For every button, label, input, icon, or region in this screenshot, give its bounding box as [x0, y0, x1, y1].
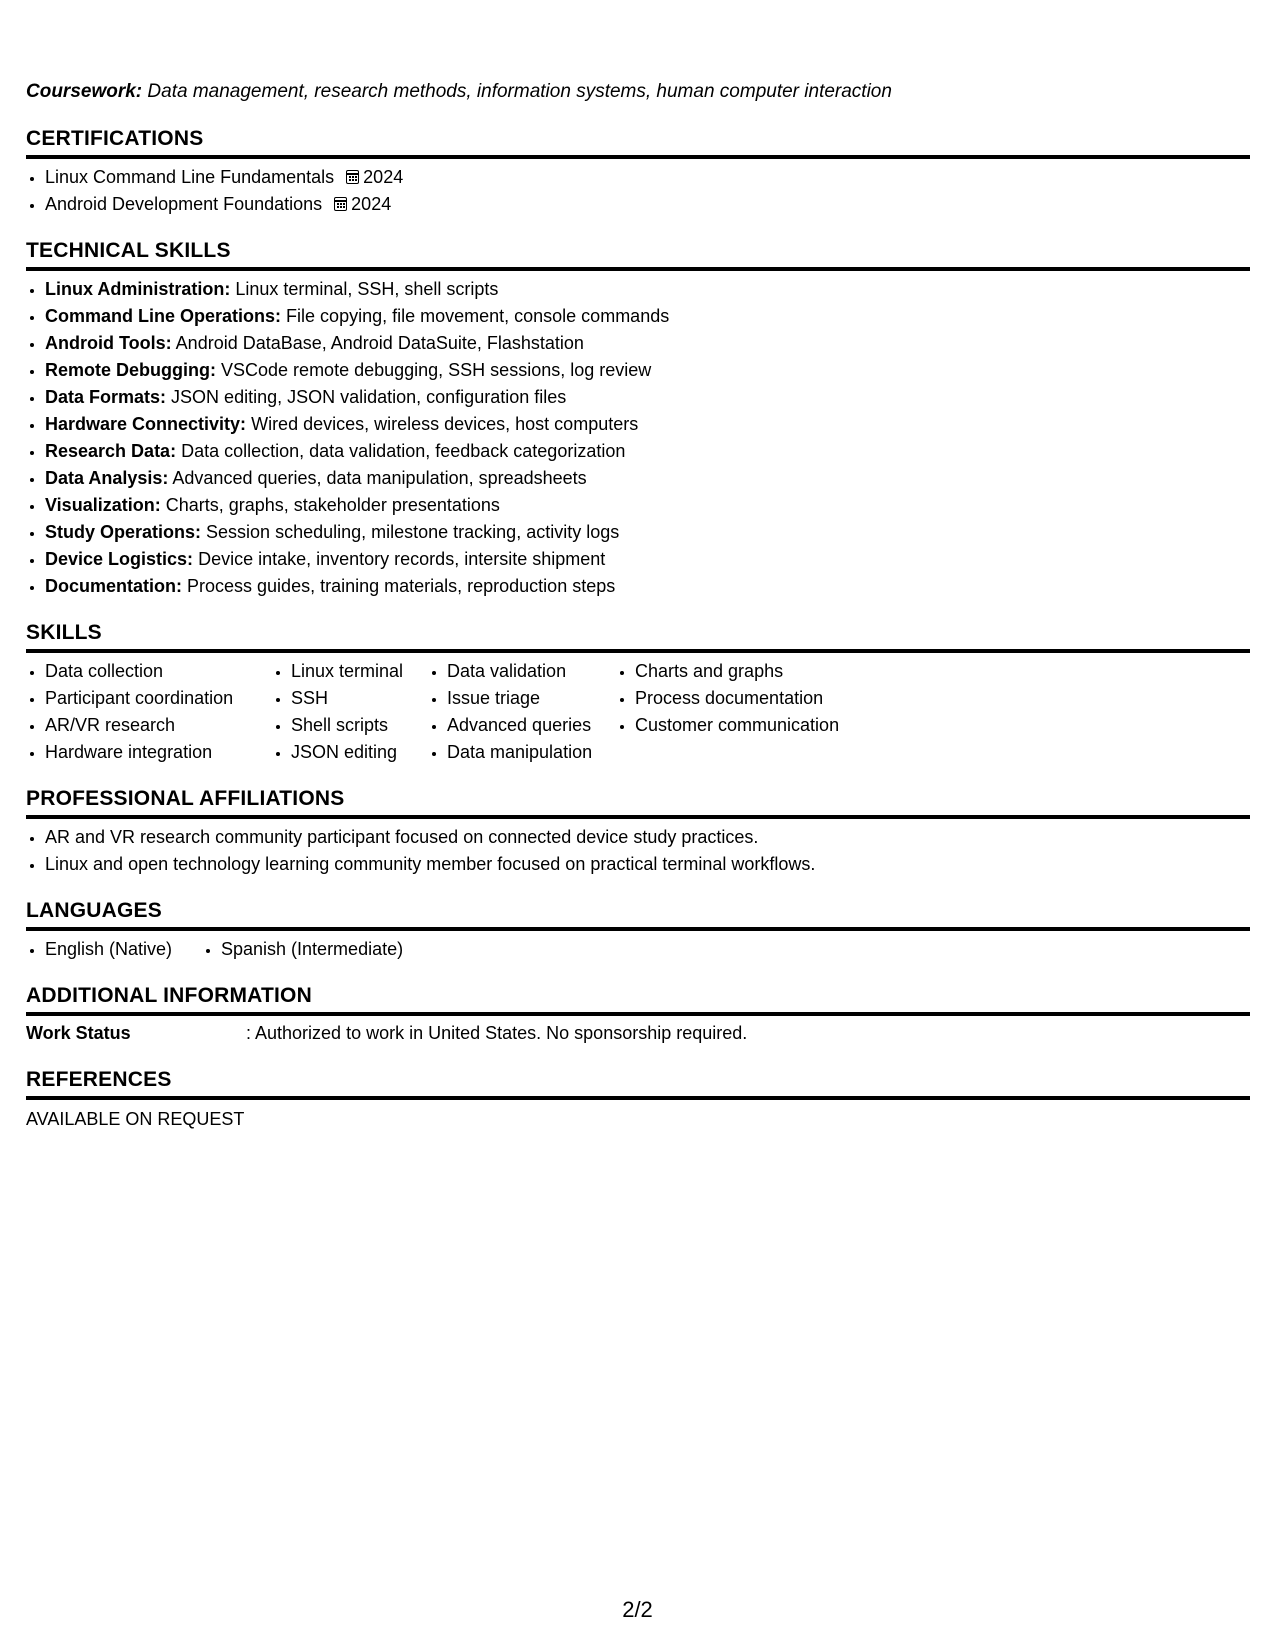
skill-text: Data collection, data validation, feedback categorization — [181, 441, 626, 461]
languages-list — [26, 936, 1250, 963]
certification-item — [45, 164, 1250, 191]
skill-item: • Data validation — [447, 658, 616, 685]
technical-skills-heading: TECHNICAL SKILLS — [26, 238, 1250, 271]
references-section — [26, 1067, 1250, 1133]
certifications-section — [26, 126, 1250, 218]
skill-item: • Issue triage — [447, 685, 616, 712]
affiliations-heading: PROFESSIONAL AFFILIATIONS — [26, 786, 1250, 819]
work-status-label: Work Status — [26, 1023, 131, 1043]
coursework-line — [26, 78, 1250, 106]
skill-item: • Linux terminal — [291, 658, 428, 685]
skill-item: • Hardware integration — [45, 739, 272, 766]
skill-text: Process guides, training materials, reproduction steps — [187, 576, 616, 596]
skills-column — [26, 658, 272, 766]
technical-skill-item — [45, 384, 1250, 411]
skills-columns — [26, 658, 1250, 766]
skill-text: Android DataBase, Android DataSuite, Flashstation — [175, 333, 584, 353]
certification-year: 2024 — [363, 167, 404, 187]
certification-name: Linux Command Line Fundamentals — [45, 167, 335, 187]
skill-item: • AR/VR research — [45, 712, 272, 739]
coursework-text: Data management, research methods, information systems, human computer interaction — [147, 81, 892, 102]
technical-skill-item — [45, 411, 1250, 438]
certification-year: 2024 — [351, 194, 392, 214]
page-number: 2/2 — [622, 1597, 653, 1622]
references-text: AVAILABLE ON REQUEST — [26, 1109, 245, 1129]
skill-label: Remote Debugging: — [45, 360, 216, 380]
additional-info-section — [26, 983, 1250, 1047]
skill-label: Data Analysis: — [45, 468, 169, 488]
skill-item: • SSH — [291, 685, 428, 712]
additional-info-heading: ADDITIONAL INFORMATION — [26, 983, 1250, 1016]
skills-heading: SKILLS — [26, 620, 1250, 653]
skill-label: Study Operations: — [45, 522, 202, 542]
skills-column — [272, 658, 428, 766]
resume-page — [26, 78, 1250, 1153]
affiliation-item: • Linux and open technology learning community member focused on practical terminal workflows. — [45, 851, 1250, 878]
skill-text: JSON editing, JSON validation, configuration files — [171, 387, 567, 407]
languages-heading: LANGUAGES — [26, 898, 1250, 931]
skill-text: VSCode remote debugging, SSH sessions, log review — [221, 360, 652, 380]
certifications-heading: CERTIFICATIONS — [26, 126, 1250, 159]
technical-skill-item — [45, 303, 1250, 330]
language-item: • Spanish (Intermediate) — [221, 936, 403, 963]
skill-label: Device Logistics: — [45, 549, 194, 569]
skill-item: • JSON editing — [291, 739, 428, 766]
skill-text: Charts, graphs, stakeholder presentations — [165, 495, 500, 515]
technical-skill-item — [45, 546, 1250, 573]
technical-skill-item — [45, 276, 1250, 303]
skill-label: Data Formats: — [45, 387, 167, 407]
affiliations-section — [26, 786, 1250, 878]
skill-text: Linux terminal, SSH, shell scripts — [235, 279, 499, 299]
technical-skill-item — [45, 573, 1250, 600]
skill-label: Command Line Operations: — [45, 306, 282, 326]
skill-item: • Participant coordination — [45, 685, 272, 712]
skills-section — [26, 620, 1250, 766]
technical-skill-item — [45, 357, 1250, 384]
skill-item: • Data collection — [45, 658, 272, 685]
work-status-value: : Authorized to work in United States. No sponsorship required. — [246, 1023, 748, 1043]
calendar-icon — [334, 197, 347, 211]
skill-label: Hardware Connectivity: — [45, 414, 247, 434]
references-heading: REFERENCES — [26, 1067, 1250, 1100]
technical-skill-item — [45, 438, 1250, 465]
technical-skill-item — [45, 492, 1250, 519]
coursework-label: Coursework: — [26, 81, 143, 102]
skill-label: Android Tools: — [45, 333, 172, 353]
language-item: • English (Native) — [45, 936, 202, 963]
technical-skill-item — [45, 519, 1250, 546]
skills-column — [428, 658, 616, 766]
skill-item: • Data manipulation — [447, 739, 616, 766]
skill-label: Documentation: — [45, 576, 182, 596]
skill-item: • Shell scripts — [291, 712, 428, 739]
languages-section — [26, 898, 1250, 963]
skill-text: Advanced queries, data manipulation, spreadsheets — [172, 468, 587, 488]
skill-item: • Process documentation — [635, 685, 839, 712]
skill-item: • Customer communication — [635, 712, 839, 739]
skills-column — [616, 658, 839, 766]
skill-text: Session scheduling, milestone tracking, activity logs — [206, 522, 620, 542]
technical-skill-item — [45, 330, 1250, 357]
affiliation-item: • AR and VR research community participant focused on connected device study practices. — [45, 824, 1250, 851]
skill-label: Visualization: — [45, 495, 161, 515]
skill-text: Device intake, inventory records, intersite shipment — [198, 549, 606, 569]
technical-skill-item — [45, 465, 1250, 492]
skill-label: Linux Administration: — [45, 279, 231, 299]
certification-item — [45, 191, 1250, 218]
skill-text: File copying, file movement, console commands — [286, 306, 670, 326]
skill-item: • Charts and graphs — [635, 658, 839, 685]
skill-label: Research Data: — [45, 441, 177, 461]
certification-name: Android Development Foundations — [45, 194, 323, 214]
technical-skills-section — [26, 238, 1250, 600]
skill-item: • Advanced queries — [447, 712, 616, 739]
skill-text: Wired devices, wireless devices, host computers — [251, 414, 639, 434]
work-status-row — [26, 1020, 1250, 1047]
calendar-icon — [346, 170, 359, 184]
